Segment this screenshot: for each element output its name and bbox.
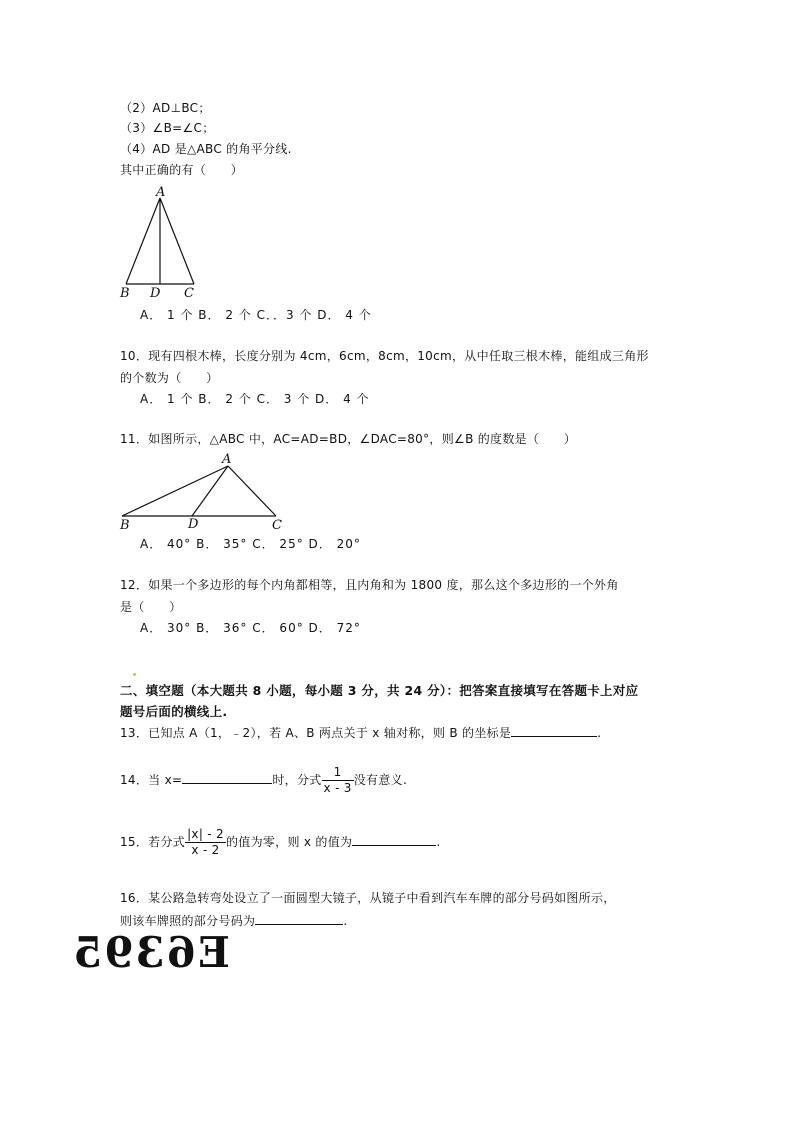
q11-options: A． 40° B． 35° C． 25° D． 20° (140, 537, 361, 551)
q15-line (120, 826, 440, 858)
q16-answer-blank[interactable] (255, 912, 343, 925)
q10-line-1: 10．现有四根木棒，长度分别为 4cm，6cm，8cm，10cm，从中任取三根木棒，能组成三角形 (120, 349, 649, 363)
q11-label-a: A (222, 452, 232, 467)
q15-answer-blank[interactable] (352, 833, 436, 846)
q15-denominator: x - 2 (191, 843, 220, 857)
q11-line-1: 11．如图所示，△ABC 中，AC=AD=BD，∠DAC=80°，则∠B 的度数是（ ） (120, 432, 577, 446)
stray-dot (133, 673, 136, 676)
q11-triangle-figure (112, 450, 292, 532)
q14-pre: 14．当 x= (120, 773, 183, 787)
q9-options: A． 1 个 B． 2 个 C．．3 个 D． 4 个 (140, 308, 372, 322)
q11-label-d: D (188, 517, 199, 532)
q16-line-2 (120, 912, 347, 929)
q15-mid: 的值为零，则 x 的值为 (225, 835, 353, 849)
q16-line-1: 16．某公路急转弯处设立了一面圆型大镜子，从镜子中看到汽车车牌的部分号码如图所示， (120, 891, 616, 905)
q14-numerator: 1 (322, 765, 354, 781)
q9-label-a: A (156, 185, 166, 200)
q14-line (120, 764, 407, 796)
q13-end: . (597, 726, 602, 740)
q9-triangle-figure (112, 184, 212, 304)
q9-item-3: （3）∠B=∠C； (120, 121, 215, 135)
q9-item-4: （4）AD 是△ABC 的角平分线. (120, 142, 292, 156)
mirrored-license-plate: E6395 (71, 928, 230, 977)
q14-mid: 时，分式 (272, 773, 322, 787)
q9-prompt: 其中正确的有（ ） (120, 163, 244, 177)
q9-label-b: B (120, 286, 130, 301)
q14-answer-blank[interactable] (182, 771, 272, 784)
q15-pre: 15．若分式 (120, 835, 186, 849)
q9-item-2: （2）AD⊥BC； (120, 101, 211, 115)
q15-end: . (436, 835, 441, 849)
section2-heading-line-1: 二、填空题（本大题共 8 小题，每小题 3 分，共 24 分）：把答案直接填写在答题卡上对应 (120, 683, 639, 698)
q13-answer-blank[interactable] (511, 724, 597, 737)
q15-fraction (185, 827, 226, 858)
q12-line-2: 是（ ） (120, 600, 182, 614)
q11-label-b: B (120, 518, 130, 532)
q15-numerator: |x| - 2 (187, 827, 224, 841)
q16-end: . (343, 914, 348, 928)
q13-line (120, 724, 601, 741)
q10-options: A． 1 个 B． 2 个 C． 3 个 D． 4 个 (140, 392, 370, 406)
q10-line-2: 的个数为（ ） (120, 371, 219, 385)
q16-text: 则该车牌照的部分号码为 (120, 914, 256, 928)
q14-denominator: x - 3 (323, 781, 352, 795)
q11-label-c: C (272, 518, 282, 532)
q14-post: 没有意义. (353, 773, 408, 787)
q12-line-1: 12．如果一个多边形的每个内角都相等，且内角和为 1800 度，那么这个多边形的一个外角 (120, 578, 619, 592)
q14-fraction (322, 765, 354, 796)
q13-text: 13．已知点 A（1，﹣2），若 A、B 两点关于 x 轴对称，则 B 的坐标是 (120, 726, 512, 740)
q9-label-c: C (184, 286, 194, 301)
section2-heading-line-2: 题号后面的横线上. (120, 704, 228, 719)
q12-options: A． 30° B． 36° C． 60° D． 72° (140, 621, 361, 635)
q9-label-d: D (150, 286, 161, 301)
